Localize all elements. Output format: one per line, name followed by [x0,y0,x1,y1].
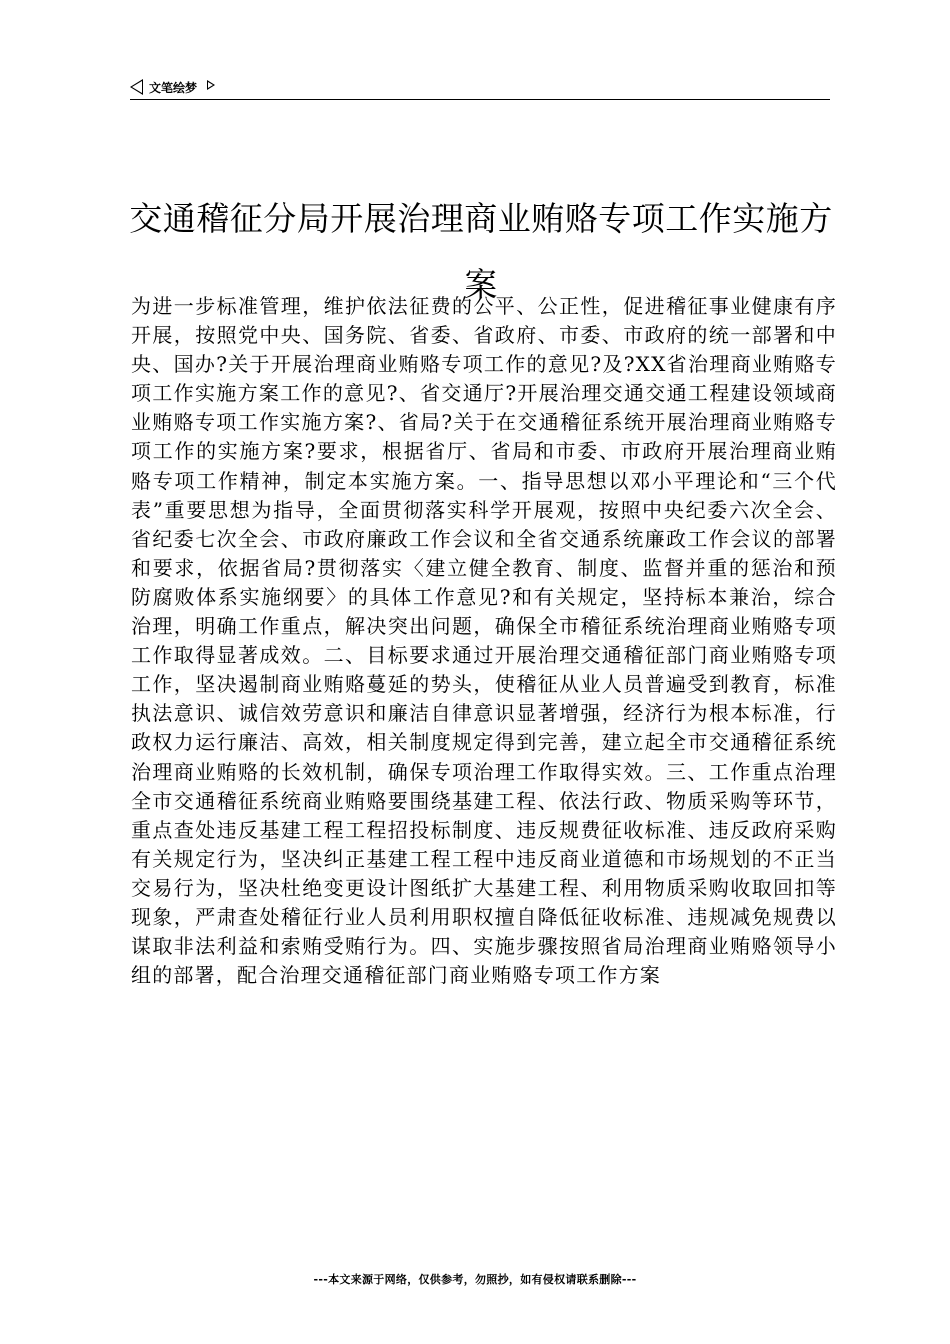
document-body: 为进一步标准管理，维护依法征费的公平、公正性，促进稽征事业健康有序开展，按照党中央、国务院、省委、省政府、市委、市政府的统一部署和中央、国办?关于开展治理商业贿赂专项工作的意见?及?XX省治理商业贿赂专项工作实施方案工作的意见?、省交通厅?开展治理交通交通工程建设领域商业贿赂专项工作实施方案?、省局?关于在交通稽征系统开展治理商业贿赂专项工作的实施方案?要求，根据省厅、省局和市委、市政府开展治理商业贿赂专项工作精神，制定本实施方案。一、指导思想以邓小平理论和“三个代表”重要思想为指导，全面贯彻落实科学开展观，按照中央纪委六次全会、省纪委七次全会、市政府廉政工作会议和全省交通系统廉政工作会议的部署和要求，依据省局?贯彻落实〈建立健全教育、制度、监督并重的惩治和预防腐败体系实施纲要〉的具体工作意见?和有关规定，坚持标本兼治，综合治理，明确工作重点，解决突出问题，确保全市稽征系统治理商业贿赂专项工作取得显著成效。二、目标要求通过开展治理交通稽征部门商业贿赂专项工作，坚决遏制商业贿赂蔓延的势头，使稽征从业人员普遍受到教育，标准执法意识、诚信效劳意识和廉洁自律意识显著增强，经济行为根本标准，行政权力运行廉洁、高效，相关制度规定得到完善，建立起全市交通稽征系统治理商业贿赂的长效机制，确保专项治理工作取得实效。三、工作重点治理全市交通稽征系统商业贿赂要围绕基建工程、依法行政、物质采购等环节，重点查处违反基建工程工程招投标制度、违反规费征收标准、违反政府采购有关规定行为，坚决纠正基建工程工程中违反商业道德和市场规划的不正当交易行为，坚决杜绝变更设计图纸扩大基建工程、利用物质采购收取回扣等现象，严肃查处稽征行业人员利用职权擅自降低征收标准、违规减免规费以谋取非法利益和索贿受贿行为。四、实施步骤按照省局治理商业贿赂领导小组的部署，配合治理交通稽征部门商业贿赂专项工作方案 [131,294,837,988]
header-divider [130,99,830,100]
page-header [130,76,830,98]
header-brand: 文笔绘梦 [149,80,198,95]
page-footer: ---本文来源于网络，仅供参考，勿照抄，如有侵权请联系删除--- [313,1273,637,1286]
document-title: 交通稽征分局开展治理商业贿赂专项工作实施方案 [129,199,833,304]
triangle-left-icon [130,79,143,95]
triangle-right-icon [207,80,215,90]
